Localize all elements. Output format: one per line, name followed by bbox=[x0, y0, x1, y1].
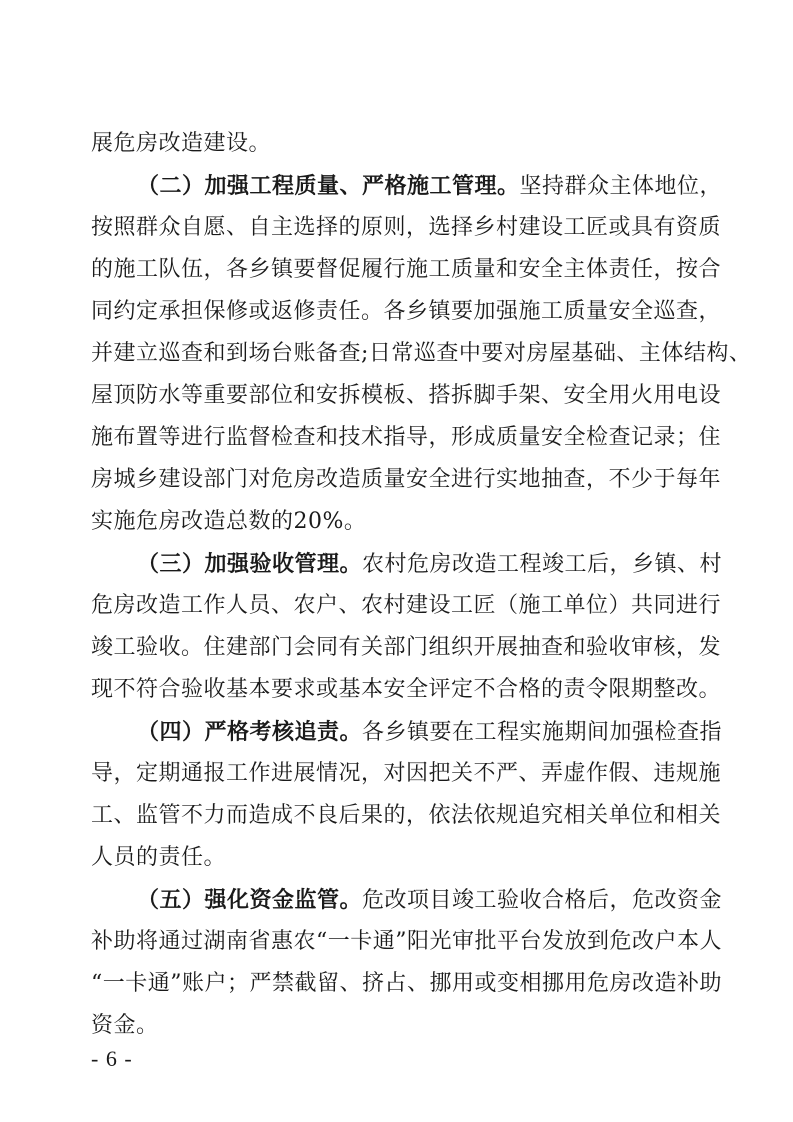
paragraph-line: 人员的责任。 bbox=[91, 845, 227, 870]
paragraph-line: 并建立巡查和到场台账备查;日常巡查中要对房屋基础、主体结构、 bbox=[91, 341, 752, 366]
section-heading-accountability: （四）严格考核追责。 bbox=[137, 719, 363, 745]
paragraph-line: 危房改造工作人员、农户、农村建设工匠（施工单位）共同进行 bbox=[91, 593, 722, 618]
paragraph-line: 同约定承担保修或返修责任。各乡镇要加强施工质量安全巡查， bbox=[91, 299, 722, 324]
paragraph-line: 补助将通过湖南省惠农“一卡通”阳光审批平台发放到危改户本人 bbox=[91, 929, 722, 954]
section-heading-line: （四）严格考核追责。各乡镇要在工程实施期间加强检查指 bbox=[137, 719, 723, 745]
paragraph-line: 按照群众自愿、自主选择的原则，选择乡村建设工匠或具有资质 bbox=[91, 215, 722, 240]
section-heading-acceptance: （三）加强验收管理。 bbox=[137, 551, 363, 577]
section-heading-line: （五）强化资金监管。危改项目竣工验收合格后，危改资金 bbox=[137, 887, 723, 913]
section-heading-funds: （五）强化资金监管。 bbox=[137, 887, 363, 913]
paragraph-line: 房城乡建设部门对危房改造质量安全进行实地抽查，不少于每年 bbox=[91, 467, 722, 492]
paragraph-line: 施布置等进行监督检查和技术指导，形成质量安全检查记录；住 bbox=[91, 425, 722, 450]
page-number: - 6 - bbox=[91, 1046, 133, 1071]
paragraph-line: 资金。 bbox=[91, 1013, 159, 1038]
section-heading-quality: （二）加强工程质量、严格施工管理。 bbox=[137, 173, 520, 199]
section-heading-line: （二）加强工程质量、严格施工管理。坚持群众主体地位， bbox=[137, 173, 723, 199]
paragraph-line: 导，定期通报工作进展情况，对因把关不严、弄虚作假、违规施 bbox=[91, 761, 722, 786]
paragraph-line: 现不符合验收基本要求或基本安全评定不合格的责令限期整改。 bbox=[91, 677, 722, 702]
paragraph-line: 工、监管不力而造成不良后果的，依法依规追究相关单位和相关 bbox=[91, 803, 722, 828]
section-heading-line: （三）加强验收管理。农村危房改造工程竣工后，乡镇、村 bbox=[137, 551, 723, 577]
paragraph-line: 的施工队伍，各乡镇要督促履行施工质量和安全主体责任，按合 bbox=[91, 257, 722, 282]
paragraph-line: 展危房改造建设。 bbox=[91, 131, 272, 156]
paragraph-line: 实施危房改造总数的20%。 bbox=[91, 509, 367, 534]
paragraph-line: “一卡通”账户；严禁截留、挤占、挪用或变相挪用危房改造补助 bbox=[91, 971, 722, 996]
paragraph-line: 竣工验收。住建部门会同有关部门组织开展抽查和验收审核，发 bbox=[91, 635, 722, 660]
paragraph-line: 屋顶防水等重要部位和安拆模板、搭拆脚手架、安全用火用电设 bbox=[91, 383, 722, 408]
